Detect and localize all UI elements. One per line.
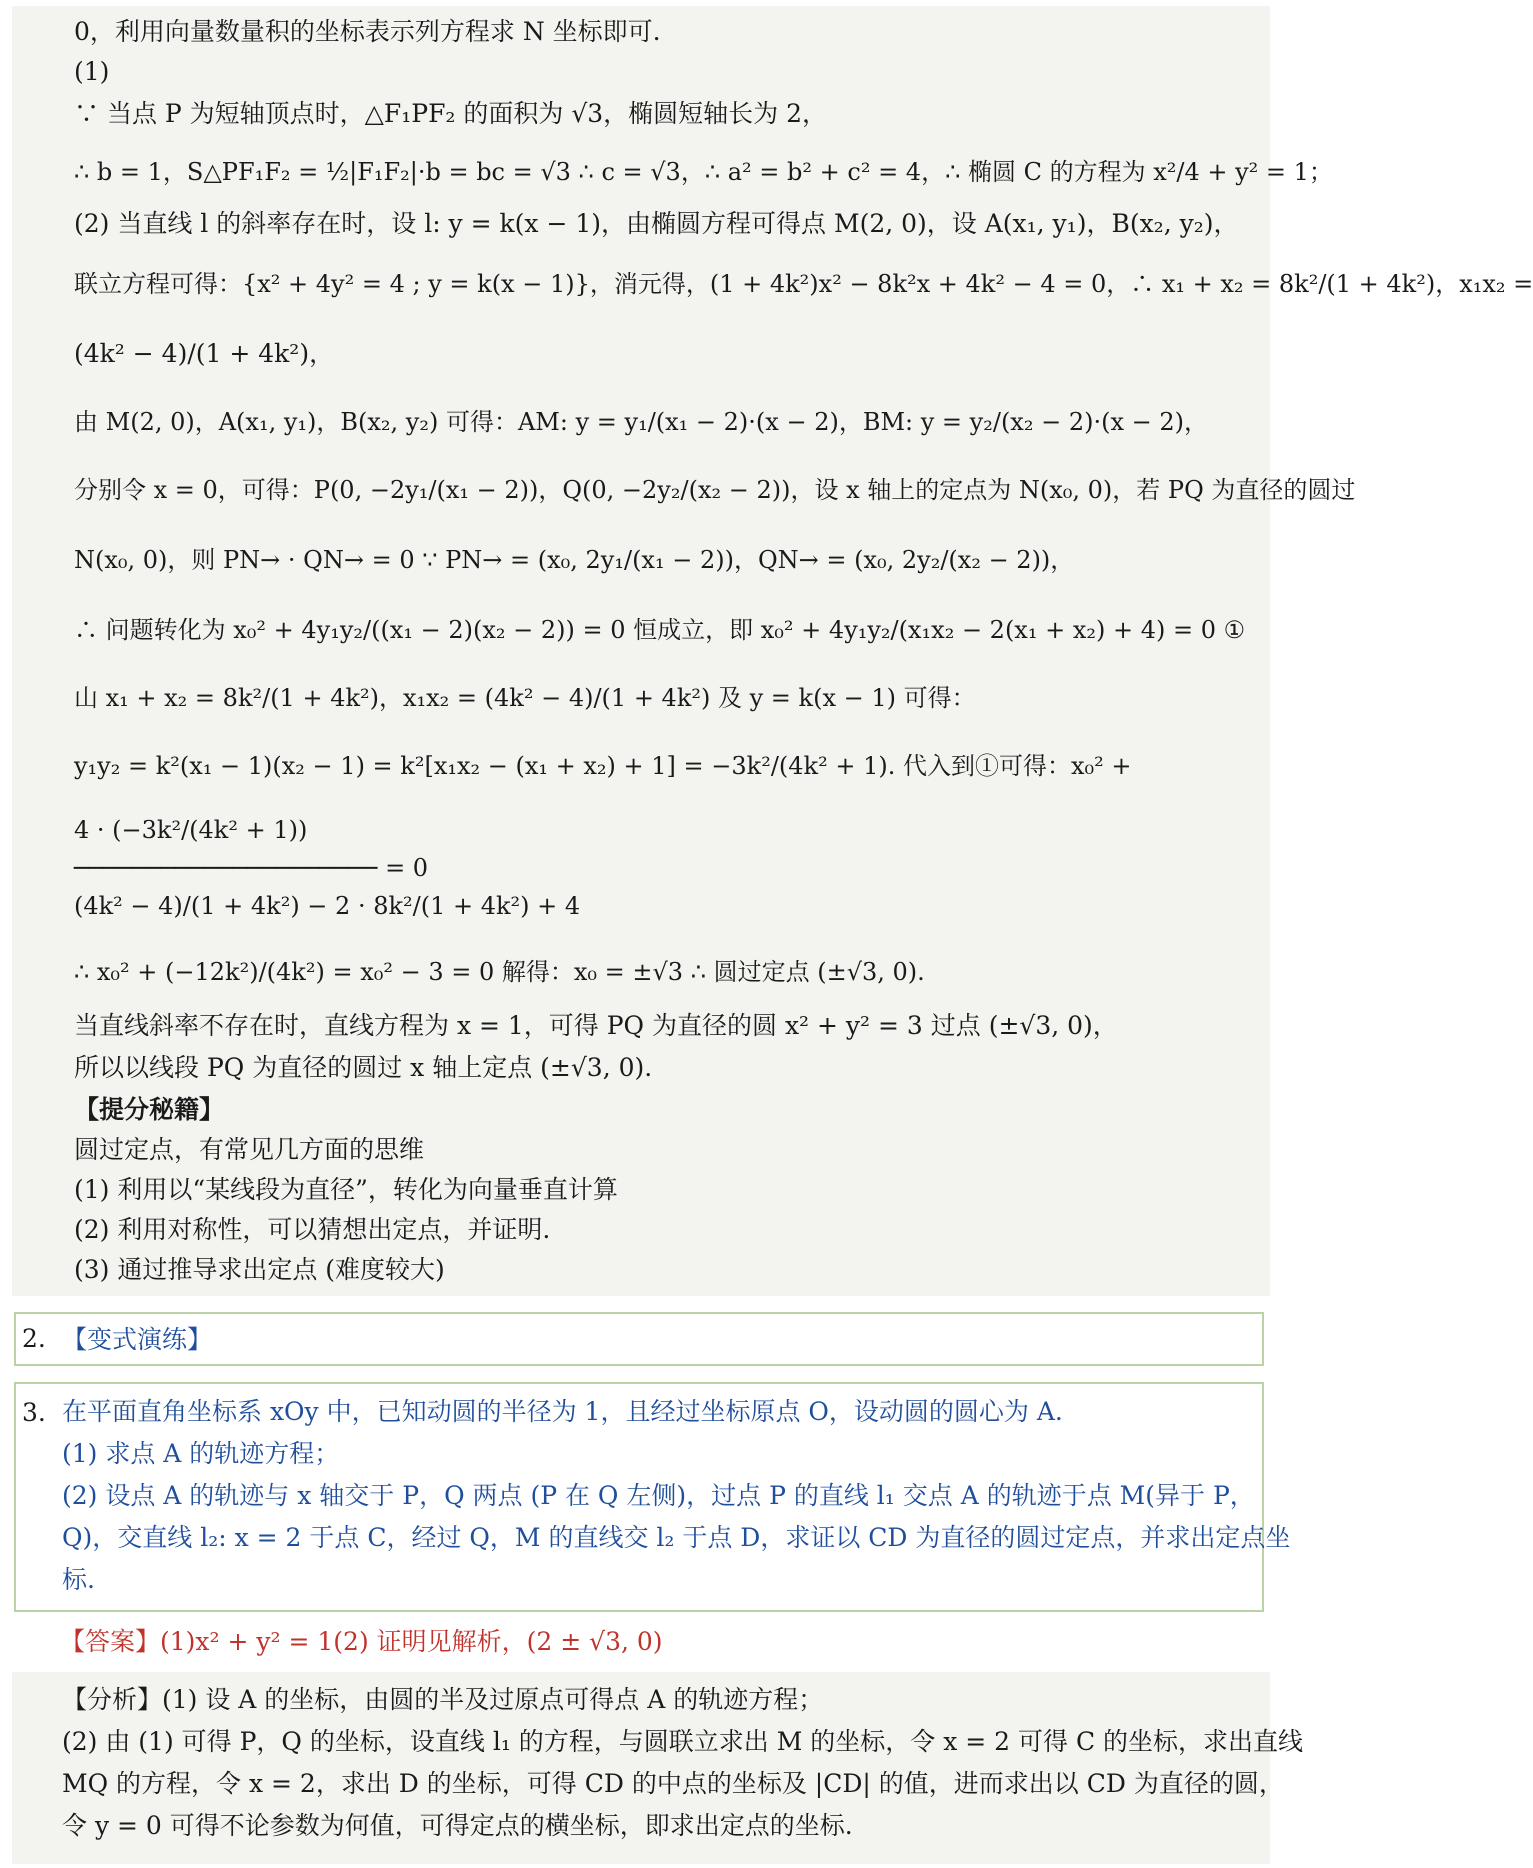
solution-line: ∴ x₀² + (−12k²)/(4k²) = x₀² − 3 = 0 解得：x₀ = ±√3 ∴ 圆过定点 (±√3, 0). [74, 958, 925, 986]
item-3-box [14, 1382, 1291, 1612]
solution-line: 所以以线段 PQ 为直径的圆过 x 轴上定点 (±√3, 0). [74, 1053, 653, 1082]
item-3-line: Q)，交直线 l₂: x = 2 于点 C，经过 Q，M 的直线交 l₂ 于点 D，求证以 CD 为直径的圆过定点，并求出定点坐 [62, 1523, 1291, 1552]
analysis-line: MQ 的方程，令 x = 2，求出 D 的坐标，可得 CD 的中点的坐标及 |CD| 的值，进而求出以 CD 为直径的圆， [62, 1769, 1284, 1798]
answer-text: (1)x² + y² = 1(2) 证明见解析，(2 ± √3, 0) [160, 1627, 663, 1656]
solution-line: ∴ b = 1，S△PF₁F₂ = ½|F₁F₂|·b = bc = √3 ∴ c = √3，∴ a² = b² + c² = 4，∴ 椭圆 C 的方程为 x²/4 + y² = 1； [74, 158, 1333, 186]
analysis-panel [12, 1672, 1304, 1864]
solution-line: (1) [74, 57, 110, 86]
solution-line: 由 M(2, 0)，A(x₁, y₁)，B(x₂, y₂) 可得：AM: y = y₁/(x₁ − 2)·(x − 2)，BM: y = y₂/(x₂ − 2)·(x − 2)， [74, 408, 1208, 436]
item-2-box [14, 1312, 1264, 1366]
solution-line: ───────────────────── = 0 [74, 854, 429, 882]
answer-line [60, 1622, 663, 1658]
item-3-line: 在平面直角坐标系 xOy 中，已知动圆的半径为 1，且经过坐标原点 O，设动圆的圆心为 A. [62, 1397, 1063, 1426]
solution-line: 联立方程可得：{x² + 4y² = 4 ; y = k(x − 1)}，消元得，(1 + 4k²)x² − 8k²x + 4k² − 4 = 0，∴ x₁ + x₂ = 8k²/(1 + 4k²)，x₁x₂ = [74, 270, 1533, 298]
solution-line: 当直线斜率不存在时，直线方程为 x = 1，可得 PQ 为直径的圆 x² + y² = 3 过点 (±√3, 0)， [74, 1011, 1118, 1040]
solution-line: 0，利用向量数量积的坐标表示列方程求 N 坐标即可. [74, 17, 661, 46]
item-3-line: (1) 求点 A 的轨迹方程； [62, 1439, 340, 1468]
solution-line: 分别令 x = 0，可得：P(0, −2y₁/(x₁ − 2))，Q(0, −2y₂/(x₂ − 2))，设 x 轴上的定点为 N(x₀, 0)，若 PQ 为直径的圆过 [74, 476, 1356, 504]
solution-line: N(x₀, 0)，则 PN→ · QN→ = 0 ∵ PN→ = (x₀, 2y₁/(x₁ − 2))，QN→ = (x₀, 2y₂/(x₂ − 2))， [74, 546, 1075, 574]
item-2-number: 2. [22, 1324, 46, 1353]
item-3-number: 3. [22, 1398, 46, 1427]
solution-line: 山 x₁ + x₂ = 8k²/(1 + 4k²)，x₁x₂ = (4k² − 4)/(1 + 4k²) 及 y = k(x − 1) 可得： [74, 684, 976, 712]
item-3-line: 标. [62, 1565, 95, 1594]
solution-line: (2) 当直线 l 的斜率存在时，设 l: y = k(x − 1)，由椭圆方程可得点 M(2, 0)，设 A(x₁, y₁)，B(x₂, y₂)， [74, 209, 1239, 238]
solution-line: ∵ 当点 P 为短轴顶点时，△F₁PF₂ 的面积为 √3，椭圆短轴长为 2， [74, 99, 828, 128]
item-3-line: (2) 设点 A 的轨迹与 x 轴交于 P，Q 两点 (P 在 Q 左侧)，过点 P 的直线 l₁ 交点 A 的轨迹于点 M(异于 P， [62, 1481, 1255, 1510]
solution-line: (2) 利用对称性，可以猜想出定点，并证明. [74, 1215, 551, 1244]
solution-line: (4k² − 4)/(1 + 4k²)， [74, 339, 335, 368]
item-2-title: 【变式演练】 [62, 1325, 213, 1354]
solution-line: 4 · (−3k²/(4k² + 1)) [74, 816, 308, 844]
solution-line: (4k² − 4)/(1 + 4k²) − 2 · 8k²/(1 + 4k²) + 4 [74, 892, 581, 920]
solution-line: 圆过定点，有常见几方面的思维 [74, 1135, 425, 1164]
analysis-line: (2) 由 (1) 可得 P，Q 的坐标，设直线 l₁ 的方程，与圆联立求出 M 的坐标，令 x = 2 可得 C 的坐标，求出直线 [62, 1727, 1304, 1756]
solution-line: y₁y₂ = k²(x₁ − 1)(x₂ − 1) = k²[x₁x₂ − (x₁ + x₂) + 1] = −3k²/(4k² + 1). 代入到①可得：x₀² + [74, 752, 1132, 780]
analysis-line: 【分析】(1) 设 A 的坐标，由圆的半及过原点可得点 A 的轨迹方程； [62, 1685, 824, 1714]
answer-label: 【答案】 [60, 1627, 161, 1656]
solution-line: (1) 利用以“某线段为直径”，转化为向量垂直计算 [74, 1175, 618, 1204]
solution-panel [12, 6, 1533, 1296]
tip-heading: 【提分秘籍】 [74, 1095, 225, 1124]
solution-line: (3) 通过推导求出定点 (难度较大) [74, 1255, 445, 1284]
solution-line: ∴ 问题转化为 x₀² + 4y₁y₂/((x₁ − 2)(x₂ − 2)) = 0 恒成立，即 x₀² + 4y₁y₂/(x₁x₂ − 2(x₁ + x₂) + 4) = 0 ① [74, 616, 1246, 644]
analysis-line: 令 y = 0 可得不论参数为何值，可得定点的横坐标，即求出定点的坐标. [62, 1811, 853, 1840]
